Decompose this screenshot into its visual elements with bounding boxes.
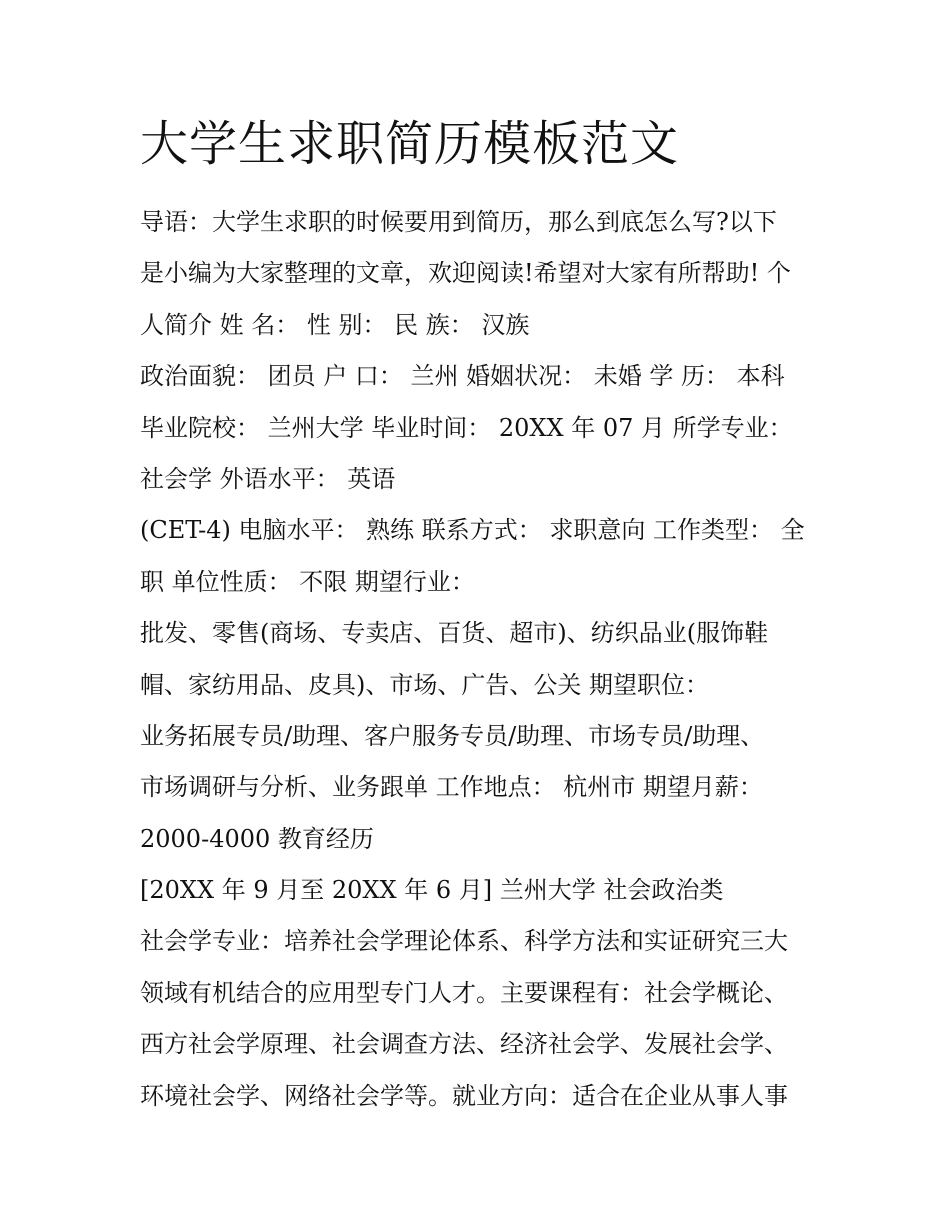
body-line-13: 2000-4000 教育经历 bbox=[140, 824, 374, 853]
body-line-7: (CET-4) 电脑水平： 熟练 联系方式： 求职意向 工作类型： 全 bbox=[140, 516, 805, 545]
body-line-11: 业务拓展专员/助理、客户服务专员/助理、市场专员/助理、 bbox=[140, 721, 765, 750]
body-line-6: 社会学 外语水平： 英语 bbox=[140, 464, 396, 493]
document-title: 大学生求职简历模板范文 bbox=[140, 116, 680, 172]
body-line-18: 环境社会学、网络社会学等。就业方向：适合在企业从事人事 bbox=[140, 1081, 788, 1110]
body-line-1: 导语：大学生求职的时候要用到简历，那么到底怎么写?以下 bbox=[140, 208, 777, 236]
body-line-14: [20XX 年 9 月至 20XX 年 6 月] 兰州大学 社会政治类 bbox=[140, 876, 724, 905]
body-line-17: 西方社会学原理、社会调查方法、经济社会学、发展社会学、 bbox=[140, 1030, 788, 1059]
body-line-10: 帽、家纺用品、皮具)、市场、广告、公关 期望职位： bbox=[140, 670, 709, 699]
body-line-15: 社会学专业：培养社会学理论体系、科学方法和实证研究三大 bbox=[140, 927, 788, 956]
body-line-4: 政治面貌： 团员 户 口： 兰州 婚姻状况： 未婚 学 历： 本科 bbox=[140, 362, 785, 391]
document-body bbox=[140, 197, 830, 1122]
body-line-12: 市场调研与分析、业务跟单 工作地点： 杭州市 期望月薪： bbox=[140, 773, 763, 802]
body-line-9: 批发、零售(商场、专卖店、百货、超市)、纺织品业(服饰鞋 bbox=[140, 619, 769, 648]
body-line-3: 人简介 姓 名： 性 别： 民 族： 汉族 bbox=[140, 310, 530, 339]
body-line-16: 领域有机结合的应用型专门人才。主要课程有：社会学概论、 bbox=[140, 978, 788, 1007]
body-line-2: 是小编为大家整理的文章，欢迎阅读!希望对大家有所帮助! 个 bbox=[140, 259, 791, 288]
body-line-5: 毕业院校： 兰州大学 毕业时间： 20XX 年 07 月 所学专业： bbox=[140, 413, 793, 442]
body-line-8: 职 单位性质： 不限 期望行业： bbox=[140, 567, 475, 596]
